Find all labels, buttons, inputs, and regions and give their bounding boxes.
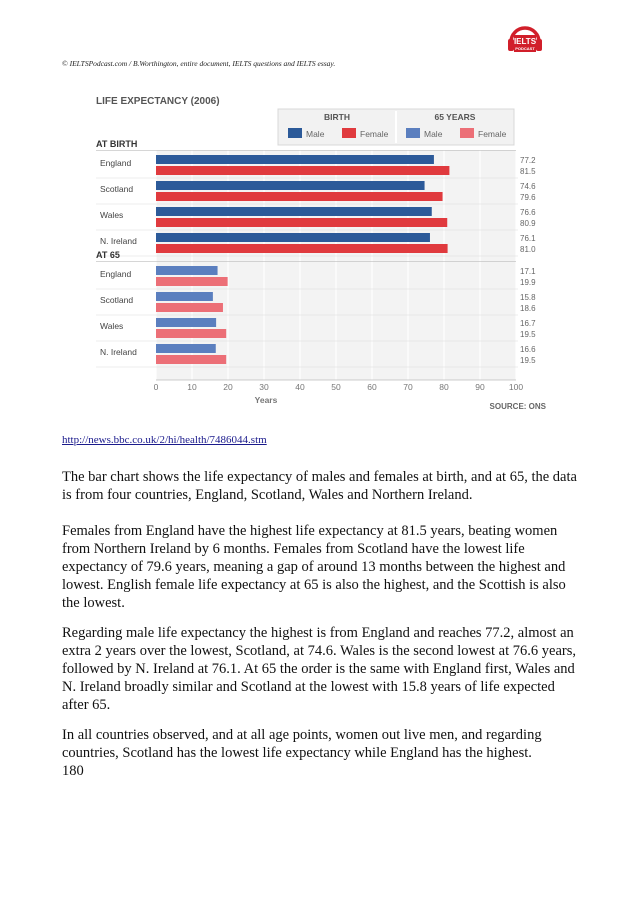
data-label: 19.9 xyxy=(520,278,536,287)
x-tick-label: 10 xyxy=(187,382,197,392)
paragraph-conclusion: In all countries observed, and at all age points, women out live men, and regarding countries, Scotland has the lowest life expectancy while England has the highest. xyxy=(62,727,542,761)
x-tick-label: 80 xyxy=(439,382,449,392)
bar-at65-male xyxy=(156,318,216,327)
page-number: 180 xyxy=(62,763,84,779)
bar-birth-male xyxy=(156,155,434,164)
paragraph-females: Females from England have the highest life expectancy at 81.5 years, beating women from Northern Ireland by 6 months. Females from Scotland have the lowest life expectancy of 79.6 years, meaning a gap of around 13 months between the highest and lowest. English female life expectancy at 65 is also the highest, and the Scottish is also the lowest. xyxy=(62,523,566,611)
category-label: Wales xyxy=(100,210,124,220)
x-tick-label: 100 xyxy=(508,382,524,392)
legend-swatch xyxy=(288,128,302,138)
bar-birth-female xyxy=(156,192,443,201)
legend-heading: BIRTH xyxy=(324,112,350,122)
source-label: SOURCE: ONS xyxy=(489,402,546,411)
data-label: 77.2 xyxy=(520,156,536,165)
headphones-icon xyxy=(506,20,544,60)
x-axis-label: Years xyxy=(254,395,278,405)
data-label: 16.7 xyxy=(520,319,536,328)
group-rule xyxy=(96,261,516,262)
data-label: 79.6 xyxy=(520,193,536,202)
paragraph-males: Regarding male life expectancy the highest is from England and reaches 77.2, almost an extra 2 years over the lowest, Scotland, at 74.6. Wales is the second lowest at 76.6 years, followed by N. Ireland at 76.1. At 65 the order is the same with England first, Wales and N. Ireland broadly similar and Scotland at the lowest with 15.8 years of life expected after 65. xyxy=(62,625,576,713)
group-label: AT BIRTH xyxy=(96,139,138,149)
data-label: 15.8 xyxy=(520,293,536,302)
x-tick-label: 50 xyxy=(331,382,341,392)
bar-birth-male xyxy=(156,181,425,190)
legend-label: Female xyxy=(478,129,507,139)
copyright-note: © IELTSPodcast.com / B.Worthington, entire document, IELTS questions and IELTS essay. xyxy=(62,59,336,68)
paragraph-intro: The bar chart shows the life expectancy of males and females at birth, and at 65, the data is from four countries, England, Scotland, Wales and Northern Ireland. xyxy=(62,469,577,503)
x-tick-label: 90 xyxy=(475,382,485,392)
x-tick-label: 30 xyxy=(259,382,269,392)
category-label: Scotland xyxy=(100,295,134,305)
x-tick-label: 0 xyxy=(153,382,159,392)
bar-at65-female xyxy=(156,329,226,338)
data-label: 17.1 xyxy=(520,267,536,276)
category-label: England xyxy=(100,269,132,279)
bar-birth-male xyxy=(156,233,430,242)
bar-at65-male xyxy=(156,344,216,353)
bar-at65-male xyxy=(156,292,213,301)
data-label: 18.6 xyxy=(520,304,536,313)
life-expectancy-chart xyxy=(88,88,548,418)
category-label: Scotland xyxy=(100,184,134,194)
legend-label: Female xyxy=(360,129,389,139)
category-label: N. Ireland xyxy=(100,347,137,357)
data-label: 19.5 xyxy=(520,330,536,339)
data-label: 76.6 xyxy=(520,208,536,217)
bar-at65-female xyxy=(156,303,223,312)
legend-swatch xyxy=(406,128,420,138)
bar-birth-female xyxy=(156,166,449,175)
data-label: 80.9 xyxy=(520,219,536,228)
category-label: N. Ireland xyxy=(100,236,137,246)
ielts-podcast-logo xyxy=(506,20,544,60)
category-label: England xyxy=(100,158,132,168)
bar-birth-female xyxy=(156,218,447,227)
data-label: 19.5 xyxy=(520,356,536,365)
x-tick-label: 20 xyxy=(223,382,233,392)
x-tick-label: 70 xyxy=(403,382,413,392)
legend-label: Male xyxy=(306,129,325,139)
data-label: 81.5 xyxy=(520,167,536,176)
x-tick-label: 40 xyxy=(295,382,305,392)
data-label: 76.1 xyxy=(520,234,536,243)
data-label: 16.6 xyxy=(520,345,536,354)
group-label: AT 65 xyxy=(96,250,120,260)
bar-birth-female xyxy=(156,244,448,253)
category-label: Wales xyxy=(100,321,124,331)
logo-line1: IELTS xyxy=(513,37,537,46)
chart-title: LIFE EXPECTANCY (2006) xyxy=(96,96,220,107)
data-label: 74.6 xyxy=(520,182,536,191)
data-label: 81.0 xyxy=(520,245,536,254)
bar-birth-male xyxy=(156,207,432,216)
group-rule xyxy=(96,150,516,151)
source-link[interactable]: http://news.bbc.co.uk/2/hi/health/7486044.stm xyxy=(62,434,267,446)
legend-swatch xyxy=(342,128,356,138)
bar-at65-female xyxy=(156,355,226,364)
x-tick-label: 60 xyxy=(367,382,377,392)
bar-at65-male xyxy=(156,266,218,275)
logo-line2: PODCAST xyxy=(515,46,535,51)
legend-heading: 65 YEARS xyxy=(434,112,476,122)
legend-label: Male xyxy=(424,129,443,139)
bar-at65-female xyxy=(156,277,228,286)
legend-swatch xyxy=(460,128,474,138)
